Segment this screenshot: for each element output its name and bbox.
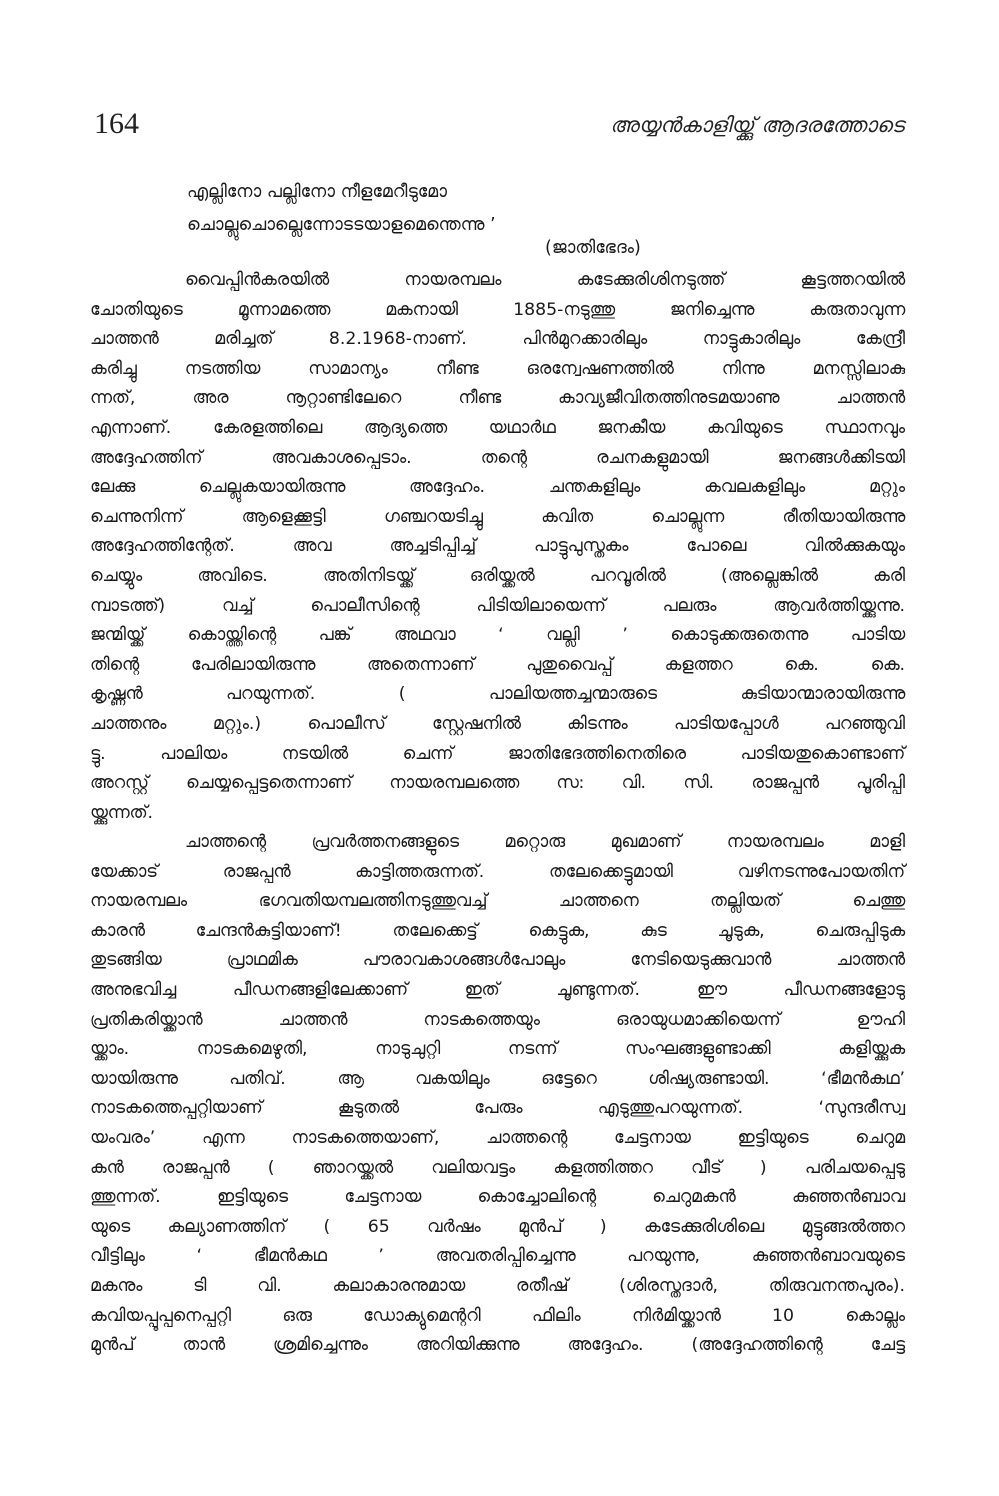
running-head-title: അയ്യൻകാളിയ്ക്കു് ആദരത്തോടെ <box>610 113 904 137</box>
text-line: ചാത്തന്റെ പ്രവർത്തനങ്ങളുടെ മറ്റൊരു മുഖമാണ് നായരമ്പലം മാളി <box>185 832 905 852</box>
text-line: അറസ്റ്റ് ചെയ്യപ്പെട്ടതെന്നാണ് നായരമ്പലത്തെ സ: വി. സി. രാജപ്പൻ പൂരിപ്പി <box>90 773 905 794</box>
text-line: മകനും ടി വി. കലാകാരനുമായ രതീഷ് (ശിരസ്തദാർ, തിരുവനന്തപുരം). <box>90 1275 905 1296</box>
text-line: നാടകത്തെപ്പറ്റിയാണ് കൂടുതൽ പേരും എടുത്തുപറയുന്നത്. ‘സുന്ദരീസ്വ <box>90 1098 905 1119</box>
text-line: നായരമ്പലം ഭഗവതിയമ്പലത്തിനടുത്തുവച്ച് ചാത്തനെ തല്ലിയത് ചെത്തു <box>90 891 905 912</box>
text-line: ചെന്നുനിന്ന് ആളെക്കൂട്ടി ഗഞ്ചറയടിച്ചു കവിത ചൊല്ലുന്ന രീതിയായിരുന്നു <box>90 506 905 527</box>
text-line: യംവരം’ എന്ന നാടകത്തെയാണ്, ചാത്തന്റെ ചേട്ടനായ ഇട്ടിയുടെ ചെറുമ <box>90 1127 905 1148</box>
verse-line: എല്ലിനോ പല്ലിനോ നീളമേറീടുമോ <box>187 182 447 202</box>
text-line: തുടങ്ങിയ പ്രാഥമിക പൗരാവകാശങ്ങൾപോലും നേടിയെടുക്കുവാൻ ചാത്തൻ <box>90 950 905 971</box>
paragraph-1 <box>90 266 905 828</box>
text-line: എന്നാണ്. കേരളത്തിലെ ആദ്യത്തെ യഥാർഥ ജനകീയ കവിയുടെ സ്ഥാനവും <box>90 417 905 438</box>
text-line: ട്ടു. പാലിയം നടയിൽ ചെന്ന് ജാതിഭേദത്തിനെതിരെ പാടിയതുകൊണ്ടാണ് <box>90 743 905 764</box>
paragraph-2 <box>90 828 905 1361</box>
text-line: മ്പാടത്ത്) വച്ച് പൊലീസിന്റെ പിടിയിലായെന്ന് പലരും ആവർത്തിയ്ക്കുന്നു. <box>90 595 905 616</box>
text-line: ചോതിയുടെ മൂന്നാമത്തെ മകനായി 1885-നടുത്തു ജനിച്ചെന്നു കരുതാവുന്ന <box>90 299 905 320</box>
verse-quote <box>187 176 887 242</box>
text-line: കൃഷ്ണൻ പറയുന്നത്. ( പാലിയത്തച്ചന്മാരുടെ കുടിയാന്മാരായിരുന്നു <box>90 684 905 705</box>
verse-line: ചൊല്ലുചൊല്ലെന്നോടടയാളമെന്തെന്നു ’ <box>187 215 496 235</box>
text-line: കരിച്ചു നടത്തിയ സാമാന്യം നീണ്ട ഒരന്വേഷണത്തിൽ നിന്നു മനസ്സിലാകു <box>90 358 905 379</box>
text-line: ത്തുന്നത്. ഇട്ടിയുടെ ചേട്ടനായ കൊച്ചോലിന്റെ ചെറുമകൻ കുഞ്ഞൻബാവ <box>90 1187 905 1208</box>
text-line: ജന്മിയ്ക്ക് കൊയ്ത്തിന്റെ പങ്ക് അഥവാ ‘ വല്ലി ’ കൊടുക്കരുതെന്നു പാടിയ <box>90 625 905 646</box>
text-line: വൈപ്പിൻകരയിൽ നായരമ്പലം കടേക്കുരിശിനടുത്ത് കൂട്ടത്തറയിൽ <box>185 270 905 290</box>
text-line: യ്ക്കാം. നാടകമെഴുതി, നാടുചുറ്റി നടന്ന് സംഘങ്ങളുണ്ടാക്കി കളിയ്ക്കുക <box>90 1039 905 1060</box>
text-line: തിന്റെ പേരിലായിരുന്നു അതെന്നാണ് പുതുവൈപ്പ് കളത്തറ കെ. കെ. <box>90 654 905 675</box>
verse-source: (ജാതിഭേദം) <box>545 238 641 258</box>
text-line: ചെയ്യും അവിടെ. അതിനിടയ്ക്ക് ഒരിയ്ക്കൽ പറവൂരിൽ (അല്ലെങ്കിൽ കരി <box>90 565 905 586</box>
text-line: വീട്ടിലും ‘ ഭീമൻകഥ ’ അവതരിപ്പിച്ചെന്നു പറയുന്നു, കുഞ്ഞൻബാവയുടെ <box>90 1246 905 1267</box>
text-line: പ്രതികരിയ്ക്കാൻ ചാത്തൻ നാടകത്തെയും ഒരായുധമാക്കിയെന്ന് ഊഹി <box>90 1009 905 1030</box>
text-line: ചാത്തൻ മരിച്ചത് 8.2.1968-നാണ്. പിൻമുറക്കാരിലും നാട്ടുകാരിലും കേന്ദ്രീ <box>90 329 905 350</box>
text-line: യായിരുന്നു പതിവ്. ആ വകയിലും ഒട്ടേറെ ശിഷ്യരുണ്ടായി. ‘ഭീമൻകഥ’ <box>90 1068 905 1089</box>
text-line: അനുഭവിച്ച പീഡനങ്ങളിലേക്കാണ് ഇത് ചൂണ്ടുന്നത്. ഈ പീഡനങ്ങളോടു <box>90 979 905 1000</box>
page-number: 164 <box>94 107 139 140</box>
text-line: കൻ രാജപ്പൻ ( ഞാറയ്ക്കൽ വലിയവട്ടം കളത്തിത്തറ വീട് ) പരിചയപ്പെടു <box>90 1157 905 1178</box>
text-line: മുൻപ് താൻ ശ്രമിച്ചെന്നും അറിയിക്കുന്നു അദ്ദേഹം. (അദ്ദേഹത്തിന്റെ ചേട്ട <box>90 1335 905 1356</box>
text-line: കവിയപ്പൂപ്പനെപ്പറ്റി ഒരു ഡോക്യുമെന്ററി ഫിലിം നിർമിയ്ക്കാൻ 10 കൊല്ലം <box>90 1305 905 1326</box>
text-line: അദ്ദേഹത്തിന് അവകാശപ്പെടാം. തന്റെ രചനകളുമായി ജനങ്ങൾക്കിടയി <box>90 447 905 468</box>
text-line: അദ്ദേഹത്തിന്റേത്. അവ അച്ചടിപ്പിച്ച് പാട്ടുപുസ്തകം പോലെ വിൽക്കുകയും <box>90 536 905 557</box>
text-line: യുടെ കല്യാണത്തിന് ( 65 വർഷം മുൻപ് ) കടേക്കുരിശിലെ മുട്ടുങ്ങൽത്തറ <box>90 1216 905 1237</box>
text-line: യ്ക്കുന്നത്. <box>90 802 153 823</box>
text-line: ചാത്തനും മറ്റും.) പൊലീസ് സ്റ്റേഷനിൽ കിടന്നും പാടിയപ്പോൾ പറഞ്ഞുവി <box>90 713 905 734</box>
text-line: ന്നത്, അര നൂറ്റാണ്ടിലേറെ നീണ്ട കാവ്യജീവിതത്തിനുടമയാണു ചാത്തൻ <box>90 388 905 409</box>
text-line: യേക്കാട് രാജപ്പൻ കാട്ടിത്തരുന്നത്. തലേക്കെട്ടുമായി വഴിനടന്നുപോയതിന് <box>90 861 905 882</box>
text-line: ലേക്കു ചെല്ലുകയായിരുന്നു അദ്ദേഹം. ചന്തകളിലും കവലകളിലും മറ്റും <box>90 477 905 498</box>
text-line: കാരൻ ചേന്ദൻകുട്ടിയാണ്! തലേക്കെട്ട് കെട്ടുക, കുട ചൂടുക, ചെരുപ്പിടുക <box>90 920 905 941</box>
